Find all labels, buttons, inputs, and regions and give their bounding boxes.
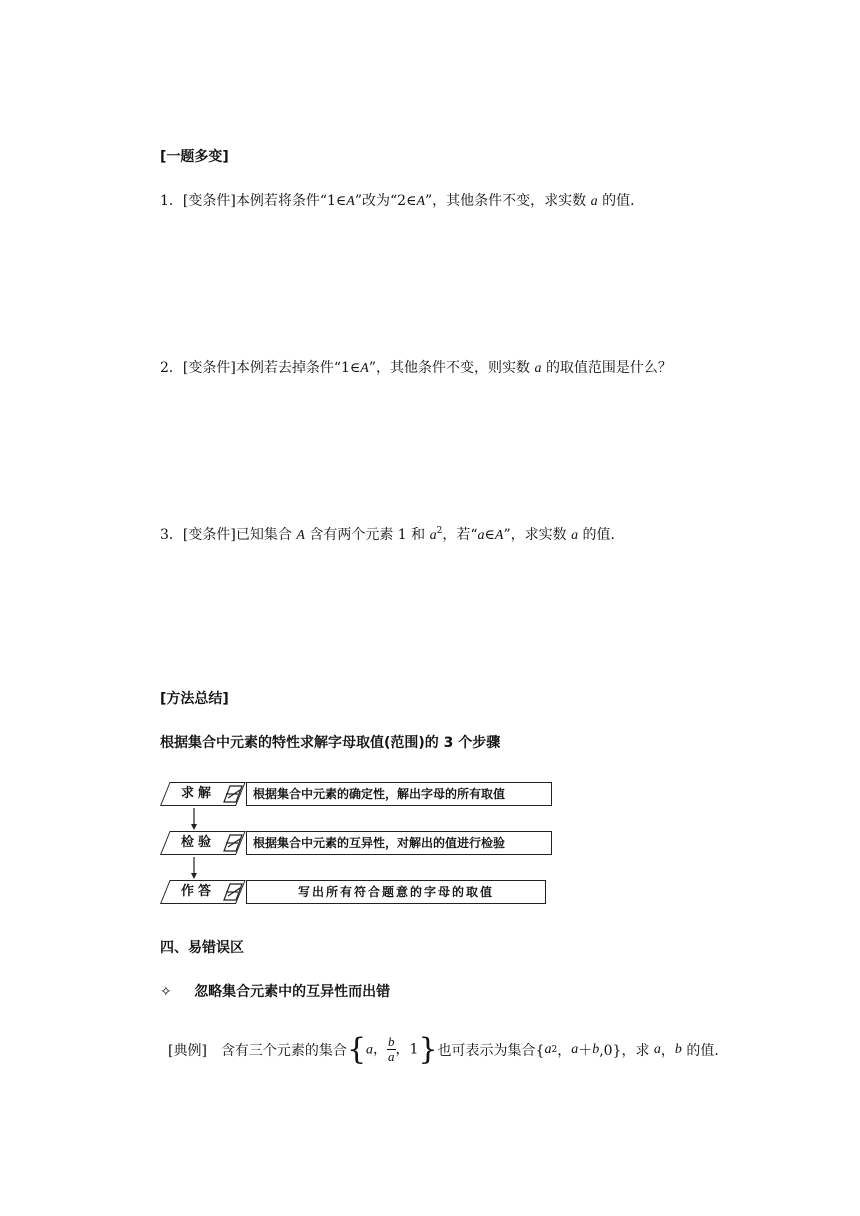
question-text: 的值．: [582, 527, 625, 543]
var: b: [674, 1041, 682, 1057]
question-text: ”，求实数: [503, 527, 567, 543]
example-tag: [典例]: [168, 1042, 207, 1059]
step-label: 作答: [180, 884, 215, 899]
var: a: [590, 194, 598, 209]
example: [168, 1032, 728, 1067]
question-3: [160, 524, 625, 544]
question-text: ∈: [484, 527, 495, 543]
down-arrow-icon: [190, 808, 198, 830]
pitfall-title: 忽略集合元素中的互异性而出错: [194, 984, 391, 1000]
var: a: [544, 1041, 552, 1057]
connector-arrow-icon: [222, 834, 244, 852]
star-icon: ✧: [160, 984, 172, 1000]
var: A: [416, 194, 426, 209]
connector-arrow-icon: [222, 883, 244, 901]
section-heading-4: 四、易错误区: [160, 940, 244, 956]
example-text: 也可表示为集合{: [437, 1042, 545, 1059]
example-text: ＋: [578, 1042, 593, 1059]
set-expression: [347, 1032, 438, 1067]
step-label: 求解: [180, 786, 215, 801]
var: a: [366, 1042, 374, 1058]
step-description: 根据集合中元素的确定性，解出字母的所有取值: [246, 782, 552, 806]
right-brace: }: [418, 1032, 438, 1067]
connector-arrow-icon: [222, 785, 244, 803]
question-number: 3．: [160, 527, 183, 543]
question-text: ”改为“2∈: [354, 193, 417, 209]
question-text: ”，其他条件不变，求实数: [425, 193, 587, 209]
question-tag: [变条件]: [182, 360, 236, 376]
var: A: [494, 528, 504, 543]
var: b: [592, 1041, 600, 1057]
element-one: 1: [409, 1041, 419, 1058]
var: a: [429, 528, 437, 543]
question-tag: [变条件]: [182, 527, 236, 543]
question-number: 1．: [160, 193, 183, 209]
left-brace: {: [346, 1032, 367, 1067]
question-text: 本例若将条件“1∈: [235, 193, 347, 209]
question-text: 的值．: [602, 193, 645, 209]
example-text: ，: [660, 1042, 675, 1059]
question-number: 2．: [160, 360, 183, 376]
sep: ，: [373, 1041, 388, 1058]
flow-step-answer: [160, 880, 550, 904]
section-heading-method: [方法总结]: [160, 691, 229, 707]
var: a: [571, 528, 579, 543]
question-text: 的取值范围是什么？: [545, 360, 672, 376]
exponent: 2: [551, 1044, 558, 1055]
fraction-numerator: b: [388, 1034, 395, 1049]
question-tag: [变条件]: [182, 193, 236, 209]
var: a: [653, 1041, 661, 1057]
flow-step-verify: [160, 831, 550, 855]
fraction-denominator: a: [388, 1049, 395, 1064]
down-arrow-icon: [190, 857, 198, 879]
method-title: 根据集合中元素的特性求解字母取值(范围)的 3 个步骤: [160, 735, 501, 751]
flow-step-solve: [160, 782, 550, 806]
step-description: 根据集合中元素的互异性，对解出的值进行检验: [246, 831, 552, 855]
step-description: 写出所有符合题意的字母的取值: [246, 880, 546, 904]
question-text: 含有两个元素 1 和: [309, 527, 426, 543]
step-label: 检验: [180, 835, 215, 850]
sep: ，: [395, 1041, 410, 1058]
fraction: [387, 1035, 396, 1064]
var: a: [571, 1041, 579, 1057]
var: A: [360, 361, 369, 376]
var: A: [346, 194, 355, 209]
pitfall-heading: [160, 981, 390, 1001]
example-text: 的值．: [686, 1042, 729, 1059]
question-text: 本例若去掉条件“1∈: [235, 360, 361, 376]
example-text: ，: [557, 1042, 572, 1059]
example-text: 含有三个元素的集合: [220, 1042, 347, 1059]
question-1: [160, 190, 644, 210]
var: a: [534, 361, 542, 376]
section-heading-multi: [一题多变]: [160, 149, 229, 165]
example-text: ,0}，求: [599, 1042, 650, 1059]
question-text: ”，其他条件不变，则实数: [368, 360, 531, 376]
var: A: [296, 528, 305, 543]
question-text: 已知集合: [235, 527, 292, 543]
var: a: [477, 528, 485, 543]
question-text: ，若“: [442, 527, 478, 543]
question-2: [160, 357, 672, 377]
exponent: 2: [436, 526, 443, 536]
